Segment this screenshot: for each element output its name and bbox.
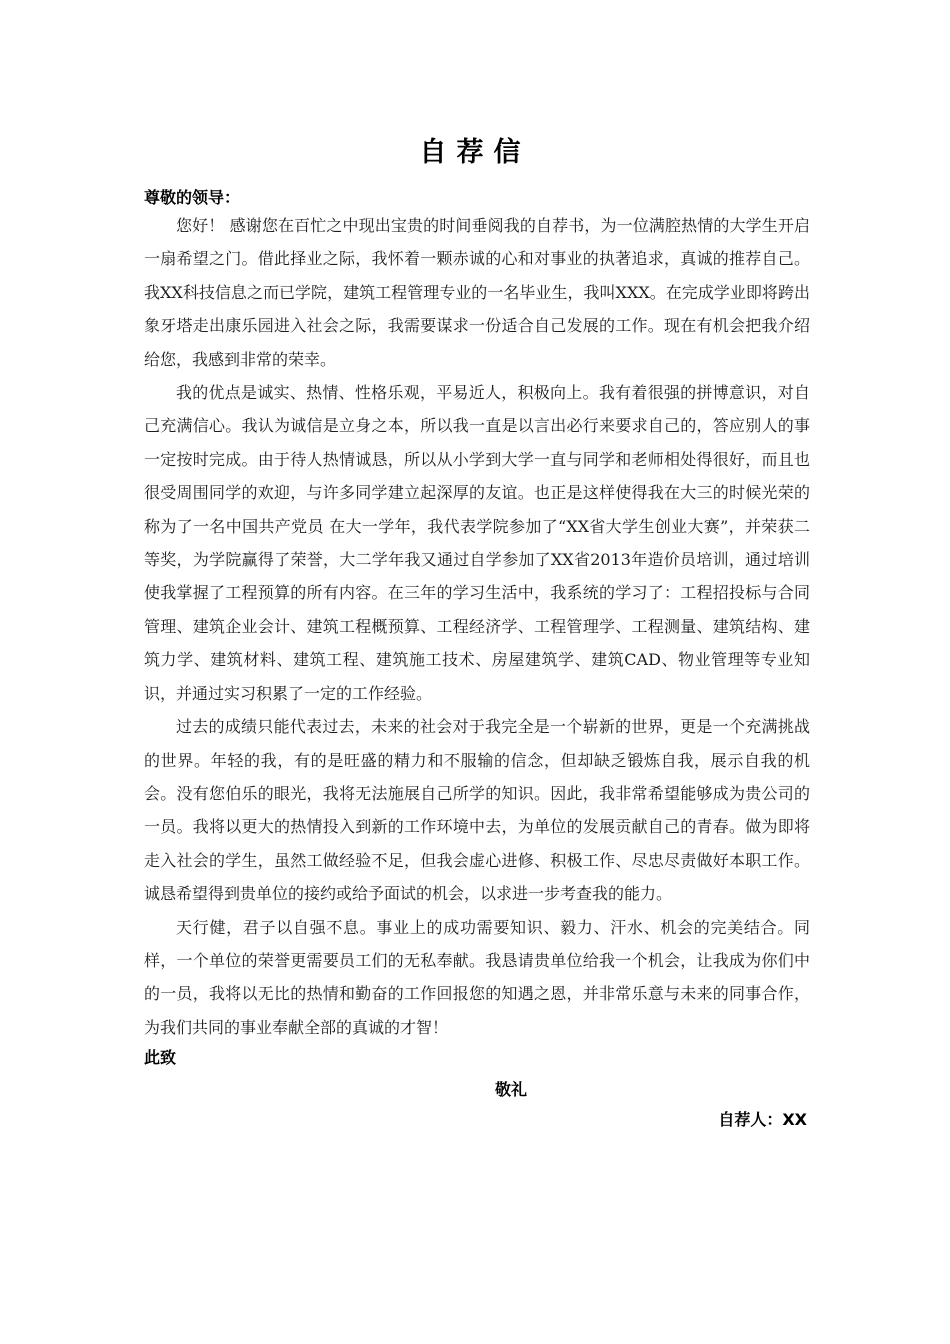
paragraph-intro: 您好！ 感谢您在百忙之中现出宝贵的时间垂阅我的自荐书，为一位满腔热情的大学生开启一扇希望之门。借此择业之际，我怀着一颗赤诚的心和对事业的执著追求，真诚的推荐自己。 我XX科技信息之而已学院，建筑工程管理专业的一名毕业生，我叫XXX。在完成学业即将跨出象牙塔走出康乐园进入社会之际，我需要谋求一份适合自己发展的工作。现在有机会把我介绍给您，我感到非常的荣幸。: [144, 216, 810, 369]
letter-title: 自荐信: [419, 137, 531, 168]
closing: 此致: [144, 1048, 177, 1067]
paragraph-aspiration: 过去的成绩只能代表过去，未来的社会对于我完全是一个崭新的世界，更是一个充满挑战的世界。年轻的我，有的是旺盛的精力和不服输的信念，但却缺乏锻炼自我，展示自我的机会。没有您伯乐的眼光，我将无法施展自己所学的知识。因此，我非常希望能够成为贵公司的一员。我将以更大的热情投入到新的工作环境中去，为单位的发展贡献自己的青春。做为即将走入社会的学生，虽然工做经验不足，但我会虚心进修、积极工作、尽忠尽责做好本职工作。诚恳希望得到贵单位的接约或给予面试的机会，以求进一步考查我的能力。: [144, 717, 810, 904]
paragraph-strengths: 我的优点是诚实、热情、性格乐观，平易近人，积极向上。我有着很强的拼博意识，对自己充满信心。我认为诚信是立身之本，所以我一直是以言出必行来要求自己的，答应别人的事一定按时完成。由于待人热情诚恳，所以从小学到大学一直与同学和老师相处得很好，而且也很受周围同学的欢迎，与许多同学建立起深厚的友谊。也正是这样使得我在大三的时候光荣的称为了一名中国共产党员 在大一学年，我代表学院参加了“XX省大学生创业大赛”，并荣获二等奖，为学院赢得了荣誉，大二学年我又通过自学参加了XX省2013年造价员培训，通过培训使我掌握了工程预算的所有内容。在三年的学习生活中，我系统的学习了：工程招投标与合同管理、建筑企业会计、建筑工程概预算、工程经济学、工程管理学、工程测量、建筑结构、建筑力学、建筑材料、建筑工程、建筑施工技术、房屋建筑学、建筑CAD、物业管理等专业知识，并通过实习积累了一定的工作经验。: [144, 383, 810, 703]
paragraph-conclusion: 天行健，君子以自强不息。事业上的成功需要知识、毅力、汗水、机会的完美结合。同样，一个单位的荣誉更需要员工们的无私奉献。我恳请贵单位给我一个机会，让我成为你们中的一员，我将以无比的热情和勤奋的工作回报您的知遇之恩，并非常乐意与未来的同事合作，为我们共同的事业奉献全部的真诚的才智！: [144, 917, 810, 1037]
salutation: 尊敬的领导：: [144, 188, 241, 207]
signature: 自荐人：XX: [718, 1110, 807, 1129]
letter-body: [144, 209, 810, 1044]
regards: 敬礼: [495, 1080, 528, 1099]
